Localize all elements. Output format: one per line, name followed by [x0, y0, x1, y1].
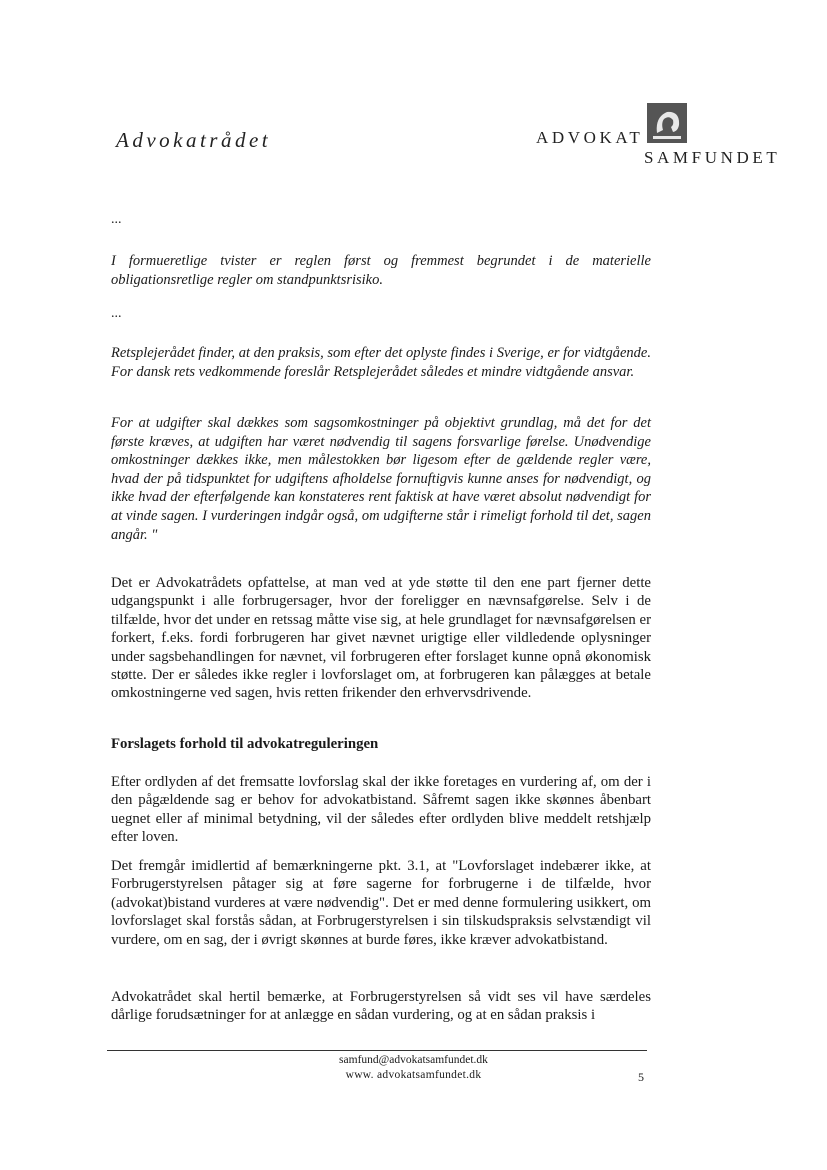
- footer-website: www. advokatsamfundet.dk: [345, 1069, 482, 1081]
- logo-text-bottom: SAMFUNDET: [644, 148, 781, 167]
- helmet-icon: [647, 103, 687, 143]
- body-paragraph-4: Advokatrådet skal hertil bemærke, at Forbrugerstyrelsen så vidt ses vil have særdeles dårlige forudsætninger for at anlægge en sådan vurdering, og at en sådan praksis i: [111, 989, 651, 1024]
- footer-email: samfund@advokatsamfundet.dk: [339, 1054, 488, 1066]
- quote-paragraph-2: Retsplejerådet finder, at den praksis, som efter det oplyste findes i Sverige, er for vidtgående. For dansk rets vedkommende foreslår Retsplejerådet således et mindre vidtgående ansvar.: [111, 345, 651, 380]
- ellipsis-2: ...: [111, 306, 122, 321]
- footer-divider: [107, 1050, 647, 1051]
- quote-paragraph-1: I formueretlige tvister er reglen først og fremmest begrundet i de materielle obligationsretlige regler om standpunktsrisiko.: [111, 253, 651, 288]
- ellipsis-1: ...: [111, 212, 122, 227]
- header-title: Advokatrådet: [116, 128, 272, 152]
- logo-text-top: ADVOKAT: [536, 128, 644, 147]
- quote-paragraph-3: For at udgifter skal dækkes som sagsomkostninger på objektivt grundlag, må det for det første kræves, at udgiften har været nødvendig til sagens forsvarlige førelse. Unødvendige omkostninger dækkes ikke, men målestokken bør ligesom efter de gældende regler være, hvad der på tidspunktet for udgiftens afholdelse fornuftigvis kunne anses for nødvendigt, og ikke hvad der efterfølgende kan konstateres rent faktisk at have været absolut nødvendigt for at vinde sagen. I vurderingen indgår også, om udgifterne står i rimeligt forhold til det, sagen angår. ": [111, 415, 651, 543]
- body-paragraph-1: Det er Advokatrådets opfattelse, at man ved at yde støtte til den ene part fjerner dette udgangspunkt i alle forbrugersager, hvor der foreligger en nævnsafgørelse. Selv i de tilfælde, hvor det under en retssag måtte vise sig, at hele grundlaget for nævnsafgørelsen er forkert, f.eks. fordi forbrugeren har givet nævnet urigtige eller vildledende oplysninger under sagsbehandlingen for nævnet, vil forbrugeren efter forslaget kunne opnå økonomisk støtte. Der er således ikke regler i lovforslaget om, at forbrugeren kan pålægges at betale omkostningerne ved sagen, hvis retten frikender den erhvervsdrivende.: [111, 575, 651, 702]
- body-paragraph-3: Det fremgår imidlertid af bemærkningerne pkt. 3.1, at "Lovforslaget indebærer ikke, at Forbrugerstyrelsen påtager sig at føre sagerne for forbrugerne i de tilfælde, hvor (advokat)bistand vurderes at være nødvendig". Det er med denne formulering usikkert, om lovforslaget skal forstås sådan, at Forbrugerstyrelsen i sin tilskudspraksis selvstændigt vil vurdere, om en sag, der i øvrigt skønnes at burde føres, ikke kræver advokatbistand.: [111, 858, 651, 948]
- body-paragraph-2: Efter ordlyden af det fremsatte lovforslag skal der ikke foretages en vurdering af, om der i den pågældende sag er behov for advokatbistand. Såfremt sagen ikke skønnes åbenbart uegnet eller af minimal betydning, vil der således efter ordlyden blive meddelt retshjælp efter loven.: [111, 774, 651, 846]
- section-heading: Forslagets forhold til advokatreguleringen: [111, 736, 379, 752]
- advokatsamfundet-logo: [536, 98, 786, 170]
- page-number: 5: [638, 1070, 644, 1084]
